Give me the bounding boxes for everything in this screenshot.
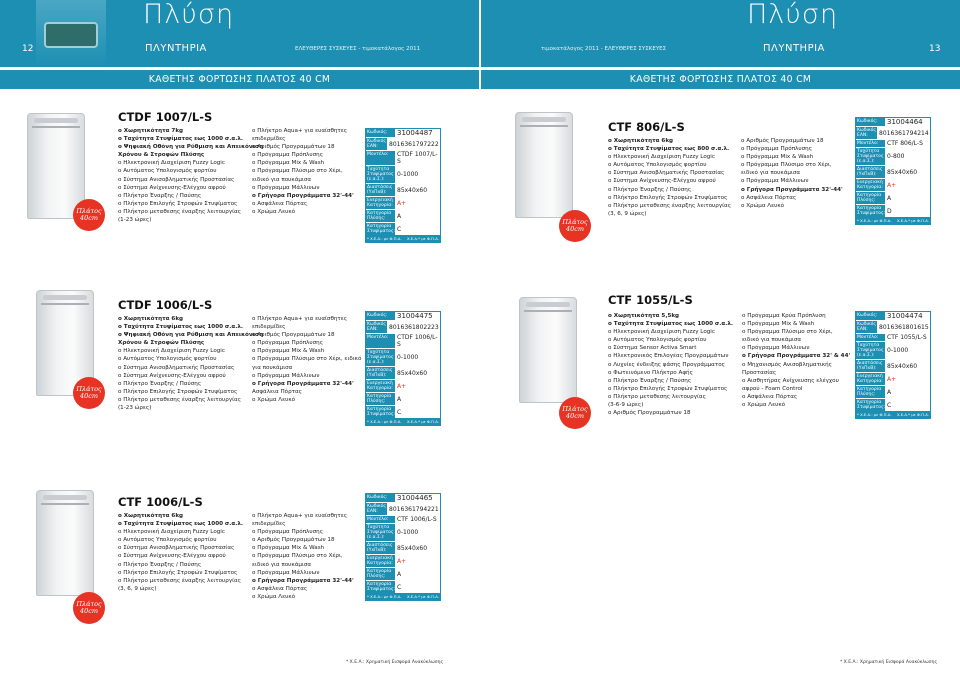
- feature-item: o Χρώμα Λευκό: [252, 593, 296, 600]
- washing-machine-image: [36, 490, 94, 596]
- spec-value: CTF 806/L-S: [887, 140, 923, 147]
- spec-label: Ταχύτητα Στυψίματος (ε.α.Σ.):: [367, 350, 394, 365]
- spec-row-code: [856, 312, 930, 320]
- spec-value: 85x40x60: [887, 168, 918, 176]
- spec-value: C: [397, 225, 402, 233]
- feature-item: (1-23 ώρες): [118, 217, 152, 224]
- feature-item: o Πλήκτρο μεταθεσης έναρξης λειτουργίας: [118, 208, 242, 215]
- spec-row-wash: [856, 385, 930, 398]
- feature-item: o Χωρητικότητα 5,5kg: [608, 313, 680, 319]
- spec-label: Ενεργειακή Κατηγορία:: [366, 380, 395, 392]
- feature-item: o Φωτεινόμενο Πλήκτρο Αφής: [608, 369, 693, 376]
- spec-value: 85x40x60: [397, 369, 428, 377]
- spec-footer-left: * Χ.Ε.Α.: με Φ.Π.Α.: [857, 218, 892, 223]
- left-breadcrumb: ΕΛΕΥΘΕΡΕΣ ΣΥΣΚΕΥΕΣ - τιμοκατάλογος 2011: [295, 46, 421, 52]
- feature-item: o Αυτόματος Υπολογισμός φορτίου: [608, 162, 707, 169]
- feature-item: o Αριθμός Προγραμμάτων 18: [252, 332, 335, 339]
- spec-row-code: [856, 118, 930, 126]
- feature-item: o Σύστημα Ανισοβληματικής Προστασίας: [118, 176, 235, 183]
- spec-value: A+: [887, 181, 897, 189]
- feature-item: o Χωρητικότητα 7kg: [118, 128, 184, 134]
- spec-value: A: [397, 570, 402, 578]
- feature-item: o Σύστημα Ανίχνευσης-Ελέγχου αφρού: [608, 178, 716, 185]
- spec-row-spin: [366, 405, 440, 418]
- features-col2: [742, 312, 850, 409]
- spec-row-energy: [366, 554, 440, 567]
- feature-item: o Ταχύτητα Στυψίματος εως 1000 σ.α.λ.: [118, 324, 244, 331]
- feature-item: o Πρόγραμμα Μάλλινων: [252, 184, 320, 191]
- spec-label: Διαστάσεις (ΥxΠxΒ):: [856, 166, 885, 178]
- spec-label: Μοντέλο:: [366, 151, 395, 165]
- feature-item: o Πρόγραμμα Mix & Wash: [252, 545, 325, 552]
- feature-item: o Αυτόματος Υπολογισμός φορτίου: [118, 537, 217, 544]
- right-footnote: * Χ.Ε.Α.: Χρηματική Εισφορά Ανακύκλωσης: [840, 660, 938, 665]
- spec-label: Κατηγορία Στυψίματος:: [367, 582, 396, 592]
- spec-row-model: [366, 150, 440, 165]
- spec-label: Μοντέλο:: [856, 140, 885, 147]
- spec-label: Κατηγορία Στυψίματος:: [857, 206, 886, 216]
- features-col1: [608, 312, 733, 417]
- spec-label: Διαστάσεις (ΥxΠxΒ):: [366, 184, 395, 196]
- spec-label: Κατηγορία Πλύσης:: [366, 568, 395, 580]
- feature-item: (3, 6, 9 ώρες): [608, 210, 647, 217]
- feature-item: o Πρόγραμμα Πλύσιμο στο Χέρι,: [252, 168, 343, 175]
- drum-opening: [44, 22, 98, 48]
- feature-item: o Ψηφιακή Οθόνη για Ρύθμιση και Απεικόνιση: [118, 144, 264, 151]
- feature-item: o Πρόγραμμα Mix & Wash: [252, 160, 325, 167]
- feature-item: o Ηλεκτρονική Διαχείριση Fuzzy Logic: [118, 348, 225, 355]
- washing-machine-image: [515, 112, 573, 218]
- left-footnote: * Χ.Ε.Α.: Χρηματική Εισφορά Ανακύκλωσης: [346, 660, 444, 665]
- feature-item: o Πλήκτρο Έναρξης / Παύσης: [118, 561, 202, 568]
- width-badge: Πλάτος 40cm: [559, 397, 591, 429]
- feature-item: o Πρόγραμμα Πρόπλυσης: [252, 340, 323, 347]
- feature-item: o Πλήκτρο Aqua+ για ευαίσθητες: [252, 316, 348, 322]
- spec-row-wash: [366, 209, 440, 222]
- spec-label: Κωδικός EAN:: [857, 322, 877, 332]
- feature-item: o Πλήκτρο Επιλογής Στροφών Στυψίματος: [118, 388, 238, 395]
- feature-item: Προστασίας: [742, 369, 777, 376]
- feature-item: o Αισθητήρας Ανίχνευσης ελέγχου: [742, 377, 839, 384]
- spec-footer: [366, 235, 440, 242]
- spec-label: Κωδικός:: [366, 129, 395, 137]
- spec-value: 8016361797222: [389, 140, 439, 148]
- right-page-number: 13: [929, 44, 941, 54]
- spec-row-energy: [856, 178, 930, 191]
- feature-item: o Πρόγραμμα Πλύσιμο στο Χέρι,: [741, 162, 832, 169]
- spec-footer-left: * Χ.Ε.Α.: με Φ.Π.Α.: [367, 594, 402, 599]
- spec-row-energy: [366, 379, 440, 392]
- feature-item: o Ασφάλεια Πόρτας: [252, 200, 308, 207]
- spec-label: Κωδικός:: [856, 312, 885, 320]
- spec-label: Κατηγορία Πλύσης:: [366, 393, 395, 405]
- feature-item: o Ασφάλεια Πόρτας: [741, 194, 797, 201]
- feature-item: o Μηχανισμός Ανισοβληματικής: [742, 361, 832, 368]
- spec-value: D: [887, 207, 892, 215]
- spec-row-dims: [366, 183, 440, 196]
- features-col2: [741, 137, 843, 210]
- spec-label: Κωδικός EAN:: [367, 322, 387, 332]
- spec-value: 31004465: [397, 494, 433, 502]
- spec-value: C: [397, 583, 402, 591]
- feature-item: o Σύστημα Ανίχνευσης-Ελέγχου αφρού: [118, 553, 226, 560]
- feature-item: o Πρόγραμμα Πλύσιμο στο Χέρι,: [742, 329, 833, 336]
- spec-row-code: [366, 312, 440, 320]
- spec-value: CTF 1055/L-S: [887, 334, 927, 341]
- feature-item: o Ηλεκτρονικός Επιλογέας Προγραμμάτων: [608, 353, 729, 360]
- model-title: CTF 1055/L-S: [608, 293, 693, 307]
- feature-item: o Πλήκτρο Aqua+ για ευαίσθητες: [252, 513, 348, 519]
- spec-label: Διαστάσεις (ΥxΠxΒ):: [856, 360, 885, 372]
- feature-item: o Πρόγραμμα Μάλλινων: [252, 372, 320, 379]
- width-badge: Πλάτος 40cm: [73, 592, 105, 624]
- spec-label: Κατηγορία Πλύσης:: [856, 386, 885, 398]
- spec-value: 8016361794214: [879, 129, 929, 137]
- spec-value: CTDF 1006/L-S: [397, 334, 438, 348]
- feature-item: o Αριθμός Προγραμμάτων 18: [252, 537, 335, 544]
- width-badge: Πλάτος 40cm: [559, 210, 591, 242]
- feature-item: Ασφάλεια Πόρτας: [252, 388, 302, 395]
- feature-item: o Πλήκτρο Aqua+ για ευαίσθητες: [252, 128, 348, 134]
- feature-item: o Πρόγραμμα Πρόπλυσης: [741, 146, 812, 153]
- feature-item: o Γρήγορα Προγράμματα 32'-44': [252, 380, 354, 387]
- feature-item: o Χρώμα Λευκό: [742, 402, 786, 409]
- spec-row-dims: [366, 366, 440, 379]
- feature-item: o Αυτόματος Υπολογισμός φορτίου: [118, 356, 217, 363]
- feature-item: o Πλήκτρο μεταθεσης λειτουργίας: [608, 393, 706, 400]
- feature-item: (1-23 ώρες): [118, 405, 152, 412]
- product-photo: [36, 0, 106, 67]
- spec-row-model: [856, 139, 930, 147]
- spec-label: Ταχύτητα Στυψίματος (ε.α.Σ.):: [857, 343, 884, 358]
- feature-item: o Αριθμός Προγραμμάτων 18: [741, 138, 824, 144]
- feature-item: επιδερμίδες: [252, 324, 286, 331]
- spec-value: 31004487: [397, 129, 433, 137]
- feature-item: o Χωρητικότητα 6kg: [608, 138, 674, 144]
- spec-value: A+: [887, 375, 897, 383]
- spec-row-spin: [366, 580, 440, 593]
- feature-item: για πουκάμισα: [252, 364, 293, 371]
- feature-item: o Ταχύτητα Στυψίματος εως 1000 σ.α.λ.: [608, 321, 734, 328]
- feature-item: o Πλήκτρο Επιλογής Στροφών Στυψίματος: [608, 385, 728, 392]
- spec-value: A+: [397, 382, 407, 390]
- spec-table: [365, 128, 441, 243]
- spec-value: A: [397, 395, 402, 403]
- feature-item: o Ηλεκτρονική Διαχείριση Fuzzy Logic: [608, 154, 715, 161]
- spec-label: Κατηγορία Πλύσης:: [856, 192, 885, 204]
- feature-item: o Ηλεκτρονική Διαχείριση Fuzzy Logic: [118, 160, 225, 167]
- spec-value: 31004464: [887, 118, 923, 126]
- spec-table: [365, 493, 441, 601]
- feature-item: ειδικό για πουκάμισα: [741, 170, 801, 177]
- feature-item: o Ταχύτητα Στυψίματος εως 1000 σ.α.λ.: [118, 136, 244, 143]
- feature-item: o Αριθμός Προγραμμάτων 18: [252, 144, 335, 151]
- spec-row-ean: [856, 320, 930, 333]
- feature-item: o Πλήκτρο Επιλογής Στροφών Στυψίματος: [608, 194, 728, 201]
- feature-item: o Πλήκτρο μεταθεσης έναρξης λειτουργίας: [118, 577, 242, 584]
- left-page-number: 12: [22, 44, 34, 54]
- right-title: Πλύση: [747, 0, 839, 30]
- spec-row-speed: [856, 341, 930, 359]
- spec-label: Κωδικός:: [366, 312, 395, 320]
- spec-label: Ενεργειακή Κατηγορία:: [856, 179, 885, 191]
- spec-label: Κωδικός EAN:: [367, 504, 387, 514]
- spec-footer: [856, 217, 930, 224]
- spec-row-speed: [856, 147, 930, 165]
- spec-row-dims: [856, 165, 930, 178]
- washing-machine-image: [519, 297, 577, 403]
- feature-item: o Πρόγραμμα Κρύα Πρόπλυση: [742, 313, 826, 319]
- spec-footer-left: * Χ.Ε.Α.: με Φ.Π.Α.: [367, 419, 402, 424]
- spec-row-ean: [366, 137, 440, 150]
- feature-item: o Σύστημα Ανισοβληματικής Προστασίας: [608, 170, 725, 177]
- feature-item: o Χρώμα Λευκό: [252, 396, 296, 403]
- spec-row-code: [366, 129, 440, 137]
- feature-item: o Πρόγραμμα Mix & Wash: [742, 321, 815, 328]
- spec-row-spin: [856, 204, 930, 217]
- features-col1: [118, 512, 243, 593]
- spec-row-model: [366, 515, 440, 523]
- spec-row-code: [366, 494, 440, 502]
- width-badge: Πλάτος 40cm: [73, 377, 105, 409]
- feature-item: o Πλήκτρο Έναρξης / Παύσης: [608, 377, 692, 384]
- spec-footer-right: Χ.Ε.Α.* με Φ.Π.Α.: [406, 236, 439, 241]
- right-header: [481, 0, 960, 67]
- spec-footer-left: * Χ.Ε.Α.: με Φ.Π.Α.: [857, 412, 892, 417]
- spec-row-dims: [856, 359, 930, 372]
- spec-label: Ενεργειακή Κατηγορία:: [366, 555, 395, 567]
- features-col2: [252, 315, 361, 404]
- feature-item: o Πρόγραμμα Πλύσιμο στο Χέρι, ειδικό: [252, 356, 362, 363]
- feature-item: o Ασφάλεια Πόρτας: [742, 393, 798, 400]
- feature-item: o Πρόγραμμα Μάλλινων: [741, 178, 809, 185]
- spec-table: [855, 311, 931, 419]
- spec-value: A+: [397, 199, 407, 207]
- spec-label: Μοντέλο:: [366, 334, 395, 348]
- right-breadcrumb: τιμοκατάλογος 2011 - ΕΛΕΥΘΕΡΕΣ ΣΥΣΚΕΥΕΣ: [541, 46, 667, 52]
- features-col2: [252, 512, 354, 601]
- spec-row-ean: [366, 502, 440, 515]
- feature-item: o Πρόγραμμα Μάλλινων: [742, 345, 810, 352]
- feature-item: o Γρήγορα Προγράμματα 32'-44': [252, 192, 354, 199]
- spec-row-wash: [366, 567, 440, 580]
- feature-item: o Πρόγραμμα Mix & Wash: [741, 154, 814, 161]
- spec-label: Κατηγορία Στυψίματος:: [367, 224, 396, 234]
- spec-footer-right: Χ.Ε.Α.* με Φ.Π.Α.: [406, 594, 439, 599]
- feature-item: Χρόνου & Στροφών Πλύσης: [118, 340, 205, 347]
- spec-value: 8016361801615: [879, 323, 929, 331]
- model-title: CTF 806/L-S: [608, 120, 685, 134]
- spec-label: Κωδικός EAN:: [857, 128, 877, 138]
- spec-value: 0-1000: [397, 354, 419, 361]
- spec-footer-right: Χ.Ε.Α.* με Φ.Π.Α.: [406, 419, 439, 424]
- feature-item: o Σύστημα Ανίχνευσης-Ελέγχου αφρού: [118, 184, 226, 191]
- feature-item: o Χωρητικότητα 6kg: [118, 513, 184, 519]
- feature-item: επιδερμίδες: [252, 136, 286, 143]
- feature-item: o Πρόγραμμα Mix & Wash: [252, 348, 325, 355]
- feature-item: o Ταχύτητα Στυψίματος εως 1000 σ.α.λ.: [118, 521, 244, 528]
- spec-row-wash: [856, 191, 930, 204]
- feature-item: o Χρώμα Λευκό: [741, 202, 785, 209]
- spec-value: 0-1000: [397, 529, 419, 536]
- spec-value: C: [397, 408, 402, 416]
- spec-label: Ενεργειακή Κατηγορία:: [366, 197, 395, 209]
- spec-row-speed: [366, 523, 440, 541]
- feature-item: o Πρόγραμμα Μάλλινων: [252, 569, 320, 576]
- spec-value: 31004475: [397, 312, 433, 320]
- feature-item: o Ηλεκτρονική Διαχείριση Fuzzy Logic: [608, 329, 715, 336]
- spec-value: 0-800: [887, 153, 905, 160]
- spec-footer: [856, 411, 930, 418]
- feature-item: o Πλήκτρο μεταθεσης έναρξης λειτουργίας: [118, 396, 242, 403]
- spec-value: 0-1000: [887, 347, 909, 354]
- spec-label: Μοντέλο:: [856, 334, 885, 341]
- feature-item: ειδικό για πουκάμισα: [252, 176, 312, 183]
- spec-value: A: [887, 194, 892, 202]
- feature-item: o Λυχνίες ένδειξης φάσης Προγράμματος: [608, 361, 725, 368]
- feature-item: o Ηλεκτρονική Διαχείριση Fuzzy Logic: [118, 529, 225, 536]
- spec-value: C: [887, 401, 892, 409]
- feature-item: αφρού - Foam Control: [742, 385, 803, 392]
- feature-item: o Αριθμός Προγραμμάτων 18: [608, 410, 691, 417]
- right-section-bar: ΚΑΘΕΤΗΣ ΦΟΡΤΩΣΗΣ ΠΛΑΤΟΣ 40 CM: [481, 70, 960, 89]
- spec-row-wash: [366, 392, 440, 405]
- feature-item: o Πλήκτρο Έναρξης / Παύσης: [118, 380, 202, 387]
- spec-value: 85x40x60: [397, 544, 428, 552]
- feature-item: o Χρώμα Λευκό: [252, 208, 296, 215]
- spec-value: 8016361802223: [389, 323, 439, 331]
- features-col1: [118, 127, 263, 224]
- spec-row-dims: [366, 541, 440, 554]
- feature-item: o Γρήγορα Προγράμματα 32'-44': [741, 186, 843, 193]
- spec-label: Κατηγορία Πλύσης:: [366, 210, 395, 222]
- spec-label: Διαστάσεις (ΥxΠxΒ):: [366, 542, 395, 554]
- spec-footer-right: Χ.Ε.Α.* με Φ.Π.Α.: [896, 412, 929, 417]
- left-section-bar: ΚΑΘΕΤΗΣ ΦΟΡΤΩΣΗΣ ΠΛΑΤΟΣ 40 CM: [0, 70, 479, 89]
- spec-row-model: [856, 333, 930, 341]
- feature-item: o Σύστημα Ανισοβληματικής Προστασίας: [118, 364, 235, 371]
- feature-item: ειδικό για πουκάμισα: [252, 561, 312, 568]
- spec-value: A+: [397, 557, 407, 565]
- spec-footer-left: * Χ.Ε.Α.: με Φ.Π.Α.: [367, 236, 402, 241]
- spec-footer: [366, 593, 440, 600]
- spec-row-ean: [856, 126, 930, 139]
- left-category: ΠΛΥΝΤΗΡΙΑ: [145, 43, 207, 54]
- feature-item: o Πλήκτρο Επιλογής Στροφών Στυψίματος: [118, 569, 238, 576]
- feature-item: o Ταχύτητα Στυψίματος εως 800 σ.α.λ.: [608, 146, 730, 153]
- spec-label: Διαστάσεις (ΥxΠxΒ):: [366, 367, 395, 379]
- feature-item: επιδερμίδες: [252, 521, 286, 528]
- feature-item: o Σύστημα Ανισοβληματικής Προστασίας: [118, 545, 235, 552]
- spec-row-speed: [366, 165, 440, 183]
- width-badge: Πλάτος 40cm: [73, 199, 105, 231]
- spec-label: Ενεργειακή Κατηγορία:: [856, 373, 885, 385]
- feature-item: o Πρόγραμμα Πρόπλυσης: [252, 152, 323, 159]
- spec-value: A: [397, 212, 402, 220]
- feature-item: o Χωρητικότητα 6kg: [118, 316, 184, 322]
- spec-label: Ταχύτητα Στυψίματος (ε.α.Σ.):: [367, 167, 394, 182]
- model-title: CTDF 1006/L-S: [118, 298, 213, 312]
- feature-item: o Γρήγορα Προγράμματα 32'-44': [252, 577, 354, 584]
- feature-item: o Πλήκτρο Έναρξης / Παύσης: [118, 192, 202, 199]
- feature-item: Χρόνου & Στροφών Πλύσης: [118, 152, 205, 159]
- spec-value: A: [887, 388, 892, 396]
- spec-value: 8016361794221: [389, 505, 439, 513]
- feature-item: ειδικό για πουκάμισα: [742, 337, 802, 344]
- spec-row-ean: [366, 320, 440, 333]
- spec-row-spin: [856, 398, 930, 411]
- features-col1: [608, 137, 731, 218]
- features-col1: [118, 315, 263, 412]
- feature-item: o Γρήγορα Προγράμματα 32' & 44': [742, 353, 851, 360]
- feature-item: o Πρόγραμμα Πλύσιμο στο Χέρι,: [252, 553, 343, 560]
- spec-label: Κωδικός:: [856, 118, 885, 126]
- feature-item: o Πλήκτρο Έναρξης / Παύσης: [608, 186, 692, 193]
- spec-value: 85x40x60: [887, 362, 918, 370]
- spec-label: Κατηγορία Στυψίματος:: [857, 400, 886, 410]
- spec-value: CTDF 1007/L-S: [397, 151, 438, 165]
- spec-footer-right: Χ.Ε.Α.* με Φ.Π.Α.: [896, 218, 929, 223]
- feature-item: (3-6-9 ώρες): [608, 402, 644, 409]
- model-title: CTF 1006/L-S: [118, 495, 203, 509]
- spec-row-spin: [366, 222, 440, 235]
- spec-label: Μοντέλο:: [366, 516, 395, 523]
- spec-footer: [366, 418, 440, 425]
- spec-value: 31004474: [887, 312, 923, 320]
- feature-item: o Πρόγραμμα Πρόπλυσης: [252, 529, 323, 536]
- feature-item: (3, 6, 9 ώρες): [118, 585, 157, 592]
- spec-value: 0-1000: [397, 171, 419, 178]
- spec-label: Κωδικός EAN:: [367, 139, 387, 149]
- spec-label: Ταχύτητα Στυψίματος (ε.α.Σ.):: [367, 525, 394, 540]
- feature-item: o Σύστημα Ανίχνευσης-Ελέγχου αφρού: [118, 372, 226, 379]
- spec-value: 85x40x60: [397, 186, 428, 194]
- spec-table: [855, 117, 931, 225]
- spec-row-energy: [856, 372, 930, 385]
- feature-item: o Σύστημα Sensor Activa Smart: [608, 345, 697, 352]
- feature-item: o Ψηφιακή Οθόνη για Ρύθμιση και Απεικόνιση: [118, 332, 264, 339]
- feature-item: o Αυτόματος Υπολογισμός φορτίου: [118, 168, 217, 175]
- spec-row-energy: [366, 196, 440, 209]
- spec-label: Κωδικός:: [366, 494, 395, 502]
- right-category: ΠΛΥΝΤΗΡΙΑ: [763, 43, 825, 54]
- spec-label: Ταχύτητα Στυψίματος (ε.α.Σ.):: [857, 149, 884, 164]
- model-title: CTDF 1007/L-S: [118, 110, 213, 124]
- feature-item: o Ασφάλεια Πόρτας: [252, 585, 308, 592]
- spec-row-model: [366, 333, 440, 348]
- left-header: [0, 0, 479, 67]
- features-col2: [252, 127, 354, 216]
- feature-item: o Αυτόματος Υπολογισμός φορτίου: [608, 337, 707, 344]
- left-title: Πλύση: [143, 0, 235, 30]
- spec-row-speed: [366, 348, 440, 366]
- spec-value: CTF 1006/L-S: [397, 516, 437, 523]
- feature-item: o Πλήκτρο Επιλογής Στροφών Στυψίματος: [118, 200, 238, 207]
- feature-item: o Πλήκτρο μεταθεσης έναρξης λειτουργίας: [608, 202, 732, 209]
- spec-table: [365, 311, 441, 426]
- spec-label: Κατηγορία Στυψίματος:: [367, 407, 396, 417]
